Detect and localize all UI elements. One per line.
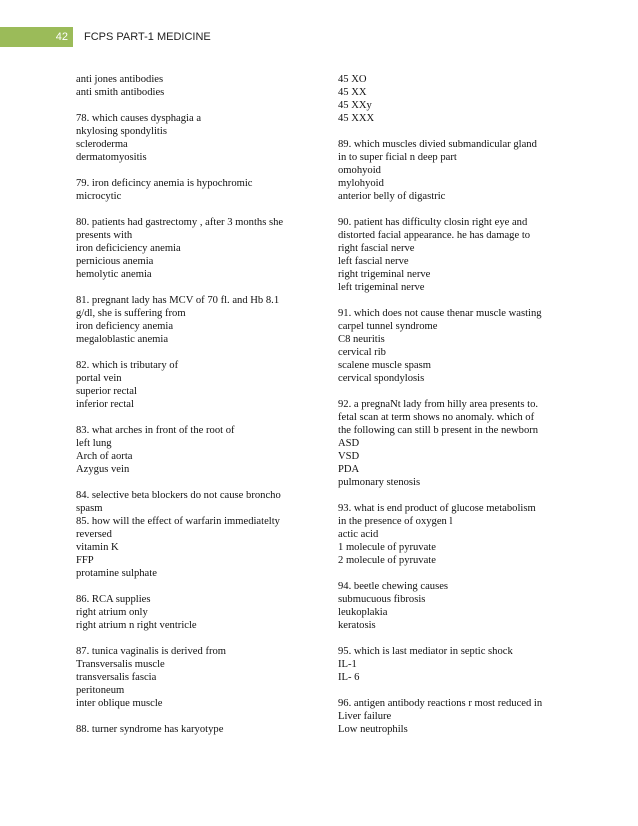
- text-line: 79. iron deficincy anemia is hypochromic: [76, 178, 253, 189]
- text-line: [338, 294, 578, 307]
- text-line: [76, 632, 316, 645]
- text-line: [76, 99, 316, 112]
- text-line: 92. a pregnaNt lady from hilly area presents to.: [338, 399, 539, 410]
- text-line: reversed: [76, 529, 112, 540]
- text-line: 2 molecule of pyruvate: [338, 555, 436, 566]
- text-line: [338, 125, 578, 138]
- text-line: 91. which does not cause thenar muscle wasting: [338, 308, 542, 319]
- text-line: peritoneum: [76, 685, 125, 696]
- text-line: inter oblique muscle: [76, 698, 163, 709]
- text-line: iron deficiency anemia: [76, 321, 174, 332]
- text-line: in the presence of oxygen l: [338, 516, 453, 527]
- text-line: iron deficiciency anemia: [76, 243, 181, 254]
- text-line: [338, 567, 578, 580]
- text-line: VSD: [338, 451, 360, 462]
- text-line: ASD: [338, 438, 360, 449]
- text-line: the following can still b present in the newborn: [338, 425, 539, 436]
- text-line: pernicious anemia: [76, 256, 154, 267]
- text-line: 89. which muscles divied submandicular gland: [338, 139, 537, 150]
- text-line: 1 molecule of pyruvate: [338, 542, 436, 553]
- text-line: right trigeminal nerve: [338, 269, 431, 280]
- text-line: [338, 684, 578, 697]
- text-line: 45 XXX: [338, 113, 375, 124]
- text-line: right atrium n right ventricle: [76, 620, 197, 631]
- text-line: dermatomyositis: [76, 152, 147, 163]
- text-line: g/dl, she is suffering from: [76, 308, 186, 319]
- text-line: right fascial nerve: [338, 243, 415, 254]
- text-line: 86. RCA supplies: [76, 594, 151, 605]
- text-line: cervical spondylosis: [338, 373, 425, 384]
- text-line: 88. turner syndrome has karyotype: [76, 724, 224, 735]
- text-line: left fascial nerve: [338, 256, 409, 267]
- page-number: 42: [0, 27, 73, 47]
- text-line: presents with: [76, 230, 133, 241]
- text-line: 82. which is tributary of: [76, 360, 179, 371]
- text-line: Low neutrophils: [338, 724, 408, 735]
- text-line: FFP: [76, 555, 94, 566]
- text-line: leukoplakia: [338, 607, 388, 618]
- text-line: cervical rib: [338, 347, 386, 358]
- text-line: anti smith antibodies: [76, 87, 165, 98]
- text-line: 45 XXy: [338, 100, 372, 111]
- text-line: [76, 580, 316, 593]
- text-line: IL- 6: [338, 672, 360, 683]
- text-line: [76, 710, 316, 723]
- text-line: [338, 203, 578, 216]
- text-line: Azygus vein: [76, 464, 130, 475]
- text-line: [76, 281, 316, 294]
- text-line: scleroderma: [76, 139, 128, 150]
- header-title: FCPS PART-1 MEDICINE: [84, 31, 211, 43]
- text-line: C8 neuritis: [338, 334, 385, 345]
- text-line: superior rectal: [76, 386, 137, 397]
- text-line: 87. tunica vaginalis is derived from: [76, 646, 227, 657]
- text-line: pulmonary stenosis: [338, 477, 421, 488]
- text-line: 81. pregnant lady has MCV of 70 fl. and Hb 8.1: [76, 295, 280, 306]
- text-line: 95. which is last mediator in septic shock: [338, 646, 513, 657]
- page-header: [0, 27, 638, 47]
- text-line: 80. patients had gastrectomy , after 3 months she: [76, 217, 284, 228]
- text-line: 45 XX: [338, 87, 367, 98]
- text-line: microcytic: [76, 191, 122, 202]
- text-line: 85. how will the effect of warfarin immediatelty: [76, 516, 280, 527]
- text-line: Transversalis muscle: [76, 659, 165, 670]
- text-line: transversalis fascia: [76, 672, 157, 683]
- text-line: Arch of aorta: [76, 451, 133, 462]
- text-line: anti jones antibodies: [76, 74, 164, 85]
- text-line: fetal scan at term shows no anomaly. which of: [338, 412, 535, 423]
- text-line: nkylosing spondylitis: [76, 126, 167, 137]
- text-line: 94. beetle chewing causes: [338, 581, 449, 592]
- text-line: 83. what arches in front of the root of: [76, 425, 235, 436]
- text-line: IL-1: [338, 659, 357, 670]
- right-column: [338, 73, 578, 736]
- text-line: scalene muscle spasm: [338, 360, 431, 371]
- text-line: vitamin K: [76, 542, 119, 553]
- text-line: mylohyoid: [338, 178, 384, 189]
- text-line: PDA: [338, 464, 360, 475]
- text-line: [338, 385, 578, 398]
- text-line: Liver failure: [338, 711, 392, 722]
- text-line: right atrium only: [76, 607, 148, 618]
- text-line: anterior belly of digastric: [338, 191, 446, 202]
- text-line: [76, 203, 316, 216]
- text-line: in to super ficial n deep part: [338, 152, 457, 163]
- text-line: 93. what is end product of glucose metabolism: [338, 503, 536, 514]
- text-line: distorted facial appearance. he has damage to: [338, 230, 531, 241]
- text-line: inferior rectal: [76, 399, 134, 410]
- text-line: keratosis: [338, 620, 376, 631]
- text-line: left lung: [76, 438, 112, 449]
- text-line: actic acid: [338, 529, 379, 540]
- text-line: portal vein: [76, 373, 122, 384]
- text-line: [76, 346, 316, 359]
- text-line: spasm: [76, 503, 103, 514]
- text-line: submucuous fibrosis: [338, 594, 426, 605]
- text-line: [338, 632, 578, 645]
- text-line: megaloblastic anemia: [76, 334, 169, 345]
- text-line: omohyoid: [338, 165, 381, 176]
- text-line: [76, 164, 316, 177]
- text-line: 45 XO: [338, 74, 367, 85]
- text-line: [76, 476, 316, 489]
- text-line: [338, 489, 578, 502]
- text-line: 90. patient has difficulty closin right eye and: [338, 217, 528, 228]
- text-line: protamine sulphate: [76, 568, 157, 579]
- text-line: 96. antigen antibody reactions r most reduced in: [338, 698, 543, 709]
- text-line: carpel tunnel syndrome: [338, 321, 438, 332]
- text-line: left trigeminal nerve: [338, 282, 425, 293]
- text-line: hemolytic anemia: [76, 269, 152, 280]
- text-line: 78. which causes dysphagia a: [76, 113, 202, 124]
- text-line: [76, 411, 316, 424]
- text-line: 84. selective beta blockers do not cause broncho: [76, 490, 281, 501]
- left-column: [76, 73, 316, 736]
